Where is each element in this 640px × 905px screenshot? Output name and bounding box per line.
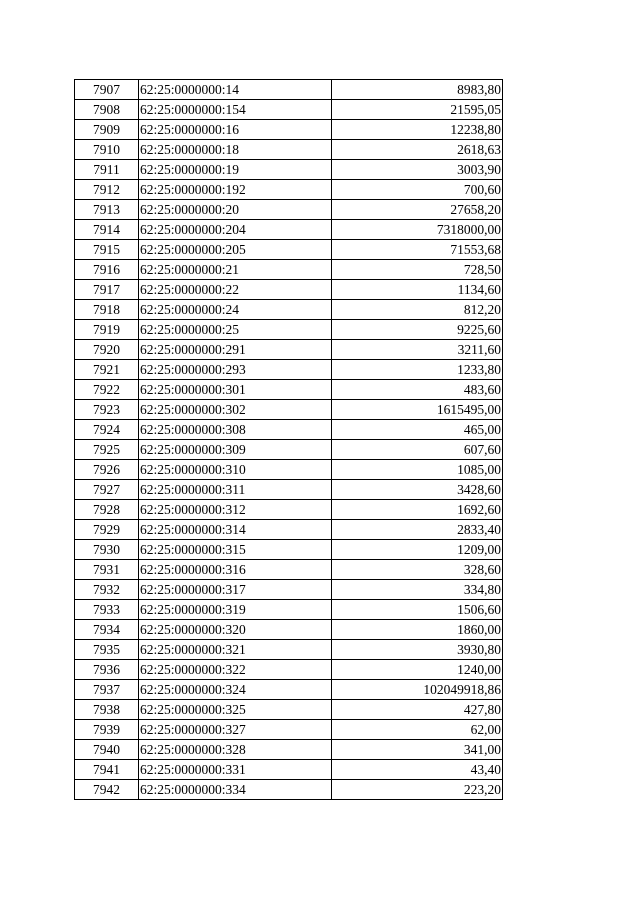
row-number-cell: 7924 bbox=[75, 420, 139, 440]
value-cell: 1134,60 bbox=[332, 280, 503, 300]
table-row bbox=[75, 200, 503, 220]
cadastral-number-cell: 62:25:0000000:204 bbox=[139, 220, 332, 240]
row-number-cell: 7933 bbox=[75, 600, 139, 620]
table-row bbox=[75, 220, 503, 240]
cadastral-number-cell: 62:25:0000000:14 bbox=[139, 80, 332, 100]
row-number-cell: 7922 bbox=[75, 380, 139, 400]
table-row bbox=[75, 440, 503, 460]
value-cell: 21595,05 bbox=[332, 100, 503, 120]
row-number-cell: 7925 bbox=[75, 440, 139, 460]
cadastral-number-cell: 62:25:0000000:311 bbox=[139, 480, 332, 500]
row-number-cell: 7934 bbox=[75, 620, 139, 640]
table-row bbox=[75, 600, 503, 620]
value-cell: 1240,00 bbox=[332, 660, 503, 680]
value-cell: 328,60 bbox=[332, 560, 503, 580]
table-row bbox=[75, 300, 503, 320]
row-number-cell: 7935 bbox=[75, 640, 139, 660]
cadastral-number-cell: 62:25:0000000:319 bbox=[139, 600, 332, 620]
cadastral-number-cell: 62:25:0000000:314 bbox=[139, 520, 332, 540]
value-cell: 3211,60 bbox=[332, 340, 503, 360]
table-row bbox=[75, 660, 503, 680]
value-cell: 812,20 bbox=[332, 300, 503, 320]
value-cell: 7318000,00 bbox=[332, 220, 503, 240]
table-row bbox=[75, 280, 503, 300]
value-cell: 2833,40 bbox=[332, 520, 503, 540]
value-cell: 341,00 bbox=[332, 740, 503, 760]
table-body bbox=[75, 80, 503, 800]
table-row bbox=[75, 780, 503, 800]
value-cell: 43,40 bbox=[332, 760, 503, 780]
cadastral-number-cell: 62:25:0000000:321 bbox=[139, 640, 332, 660]
table-row bbox=[75, 180, 503, 200]
table-row bbox=[75, 320, 503, 340]
table-row bbox=[75, 740, 503, 760]
cadastral-number-cell: 62:25:0000000:19 bbox=[139, 160, 332, 180]
row-number-cell: 7915 bbox=[75, 240, 139, 260]
value-cell: 3930,80 bbox=[332, 640, 503, 660]
row-number-cell: 7940 bbox=[75, 740, 139, 760]
cadastral-number-cell: 62:25:0000000:21 bbox=[139, 260, 332, 280]
row-number-cell: 7917 bbox=[75, 280, 139, 300]
cadastral-number-cell: 62:25:0000000:205 bbox=[139, 240, 332, 260]
table-row bbox=[75, 720, 503, 740]
cadastral-number-cell: 62:25:0000000:22 bbox=[139, 280, 332, 300]
value-cell: 1615495,00 bbox=[332, 400, 503, 420]
row-number-cell: 7921 bbox=[75, 360, 139, 380]
value-cell: 465,00 bbox=[332, 420, 503, 440]
cadastral-number-cell: 62:25:0000000:310 bbox=[139, 460, 332, 480]
cadastral-number-cell: 62:25:0000000:320 bbox=[139, 620, 332, 640]
cadastral-number-cell: 62:25:0000000:316 bbox=[139, 560, 332, 580]
table-row bbox=[75, 500, 503, 520]
row-number-cell: 7930 bbox=[75, 540, 139, 560]
value-cell: 1692,60 bbox=[332, 500, 503, 520]
row-number-cell: 7920 bbox=[75, 340, 139, 360]
table-row bbox=[75, 240, 503, 260]
table-row bbox=[75, 100, 503, 120]
cadastral-value-table bbox=[74, 79, 503, 800]
value-cell: 1085,00 bbox=[332, 460, 503, 480]
row-number-cell: 7919 bbox=[75, 320, 139, 340]
table-row bbox=[75, 540, 503, 560]
row-number-cell: 7908 bbox=[75, 100, 139, 120]
cadastral-number-cell: 62:25:0000000:317 bbox=[139, 580, 332, 600]
row-number-cell: 7929 bbox=[75, 520, 139, 540]
value-cell: 2618,63 bbox=[332, 140, 503, 160]
table-row bbox=[75, 380, 503, 400]
cadastral-number-cell: 62:25:0000000:309 bbox=[139, 440, 332, 460]
cadastral-number-cell: 62:25:0000000:327 bbox=[139, 720, 332, 740]
cadastral-number-cell: 62:25:0000000:331 bbox=[139, 760, 332, 780]
row-number-cell: 7916 bbox=[75, 260, 139, 280]
value-cell: 1209,00 bbox=[332, 540, 503, 560]
value-cell: 27658,20 bbox=[332, 200, 503, 220]
row-number-cell: 7907 bbox=[75, 80, 139, 100]
value-cell: 71553,68 bbox=[332, 240, 503, 260]
row-number-cell: 7910 bbox=[75, 140, 139, 160]
row-number-cell: 7939 bbox=[75, 720, 139, 740]
value-cell: 483,60 bbox=[332, 380, 503, 400]
cadastral-number-cell: 62:25:0000000:192 bbox=[139, 180, 332, 200]
cadastral-number-cell: 62:25:0000000:301 bbox=[139, 380, 332, 400]
cadastral-number-cell: 62:25:0000000:322 bbox=[139, 660, 332, 680]
cadastral-number-cell: 62:25:0000000:312 bbox=[139, 500, 332, 520]
row-number-cell: 7927 bbox=[75, 480, 139, 500]
row-number-cell: 7937 bbox=[75, 680, 139, 700]
table-row bbox=[75, 160, 503, 180]
cadastral-number-cell: 62:25:0000000:315 bbox=[139, 540, 332, 560]
table-row bbox=[75, 120, 503, 140]
table-row bbox=[75, 520, 503, 540]
value-cell: 8983,80 bbox=[332, 80, 503, 100]
value-cell: 9225,60 bbox=[332, 320, 503, 340]
cadastral-number-cell: 62:25:0000000:16 bbox=[139, 120, 332, 140]
value-cell: 427,80 bbox=[332, 700, 503, 720]
table-row bbox=[75, 340, 503, 360]
table-row bbox=[75, 480, 503, 500]
table-row bbox=[75, 580, 503, 600]
value-cell: 3003,90 bbox=[332, 160, 503, 180]
table-row bbox=[75, 640, 503, 660]
row-number-cell: 7909 bbox=[75, 120, 139, 140]
row-number-cell: 7941 bbox=[75, 760, 139, 780]
cadastral-number-cell: 62:25:0000000:334 bbox=[139, 780, 332, 800]
row-number-cell: 7938 bbox=[75, 700, 139, 720]
value-cell: 334,80 bbox=[332, 580, 503, 600]
row-number-cell: 7911 bbox=[75, 160, 139, 180]
value-cell: 12238,80 bbox=[332, 120, 503, 140]
row-number-cell: 7931 bbox=[75, 560, 139, 580]
row-number-cell: 7936 bbox=[75, 660, 139, 680]
cadastral-number-cell: 62:25:0000000:291 bbox=[139, 340, 332, 360]
row-number-cell: 7923 bbox=[75, 400, 139, 420]
cadastral-number-cell: 62:25:0000000:18 bbox=[139, 140, 332, 160]
table-row bbox=[75, 420, 503, 440]
value-cell: 700,60 bbox=[332, 180, 503, 200]
table-row bbox=[75, 760, 503, 780]
table-row bbox=[75, 620, 503, 640]
table-row bbox=[75, 560, 503, 580]
cadastral-number-cell: 62:25:0000000:328 bbox=[139, 740, 332, 760]
row-number-cell: 7926 bbox=[75, 460, 139, 480]
cadastral-number-cell: 62:25:0000000:25 bbox=[139, 320, 332, 340]
cadastral-number-cell: 62:25:0000000:154 bbox=[139, 100, 332, 120]
cadastral-number-cell: 62:25:0000000:20 bbox=[139, 200, 332, 220]
row-number-cell: 7914 bbox=[75, 220, 139, 240]
row-number-cell: 7918 bbox=[75, 300, 139, 320]
row-number-cell: 7942 bbox=[75, 780, 139, 800]
value-cell: 62,00 bbox=[332, 720, 503, 740]
cadastral-number-cell: 62:25:0000000:293 bbox=[139, 360, 332, 380]
cadastral-number-cell: 62:25:0000000:324 bbox=[139, 680, 332, 700]
table-row bbox=[75, 460, 503, 480]
table-row bbox=[75, 140, 503, 160]
table-row bbox=[75, 680, 503, 700]
value-cell: 1233,80 bbox=[332, 360, 503, 380]
value-cell: 3428,60 bbox=[332, 480, 503, 500]
row-number-cell: 7913 bbox=[75, 200, 139, 220]
table-row bbox=[75, 260, 503, 280]
cadastral-number-cell: 62:25:0000000:325 bbox=[139, 700, 332, 720]
cadastral-number-cell: 62:25:0000000:302 bbox=[139, 400, 332, 420]
value-cell: 607,60 bbox=[332, 440, 503, 460]
cadastral-number-cell: 62:25:0000000:24 bbox=[139, 300, 332, 320]
value-cell: 728,50 bbox=[332, 260, 503, 280]
table-row bbox=[75, 400, 503, 420]
value-cell: 1860,00 bbox=[332, 620, 503, 640]
value-cell: 1506,60 bbox=[332, 600, 503, 620]
value-cell: 223,20 bbox=[332, 780, 503, 800]
row-number-cell: 7928 bbox=[75, 500, 139, 520]
row-number-cell: 7912 bbox=[75, 180, 139, 200]
cadastral-number-cell: 62:25:0000000:308 bbox=[139, 420, 332, 440]
row-number-cell: 7932 bbox=[75, 580, 139, 600]
table-row bbox=[75, 80, 503, 100]
table-row bbox=[75, 700, 503, 720]
value-cell: 102049918,86 bbox=[332, 680, 503, 700]
table-row bbox=[75, 360, 503, 380]
